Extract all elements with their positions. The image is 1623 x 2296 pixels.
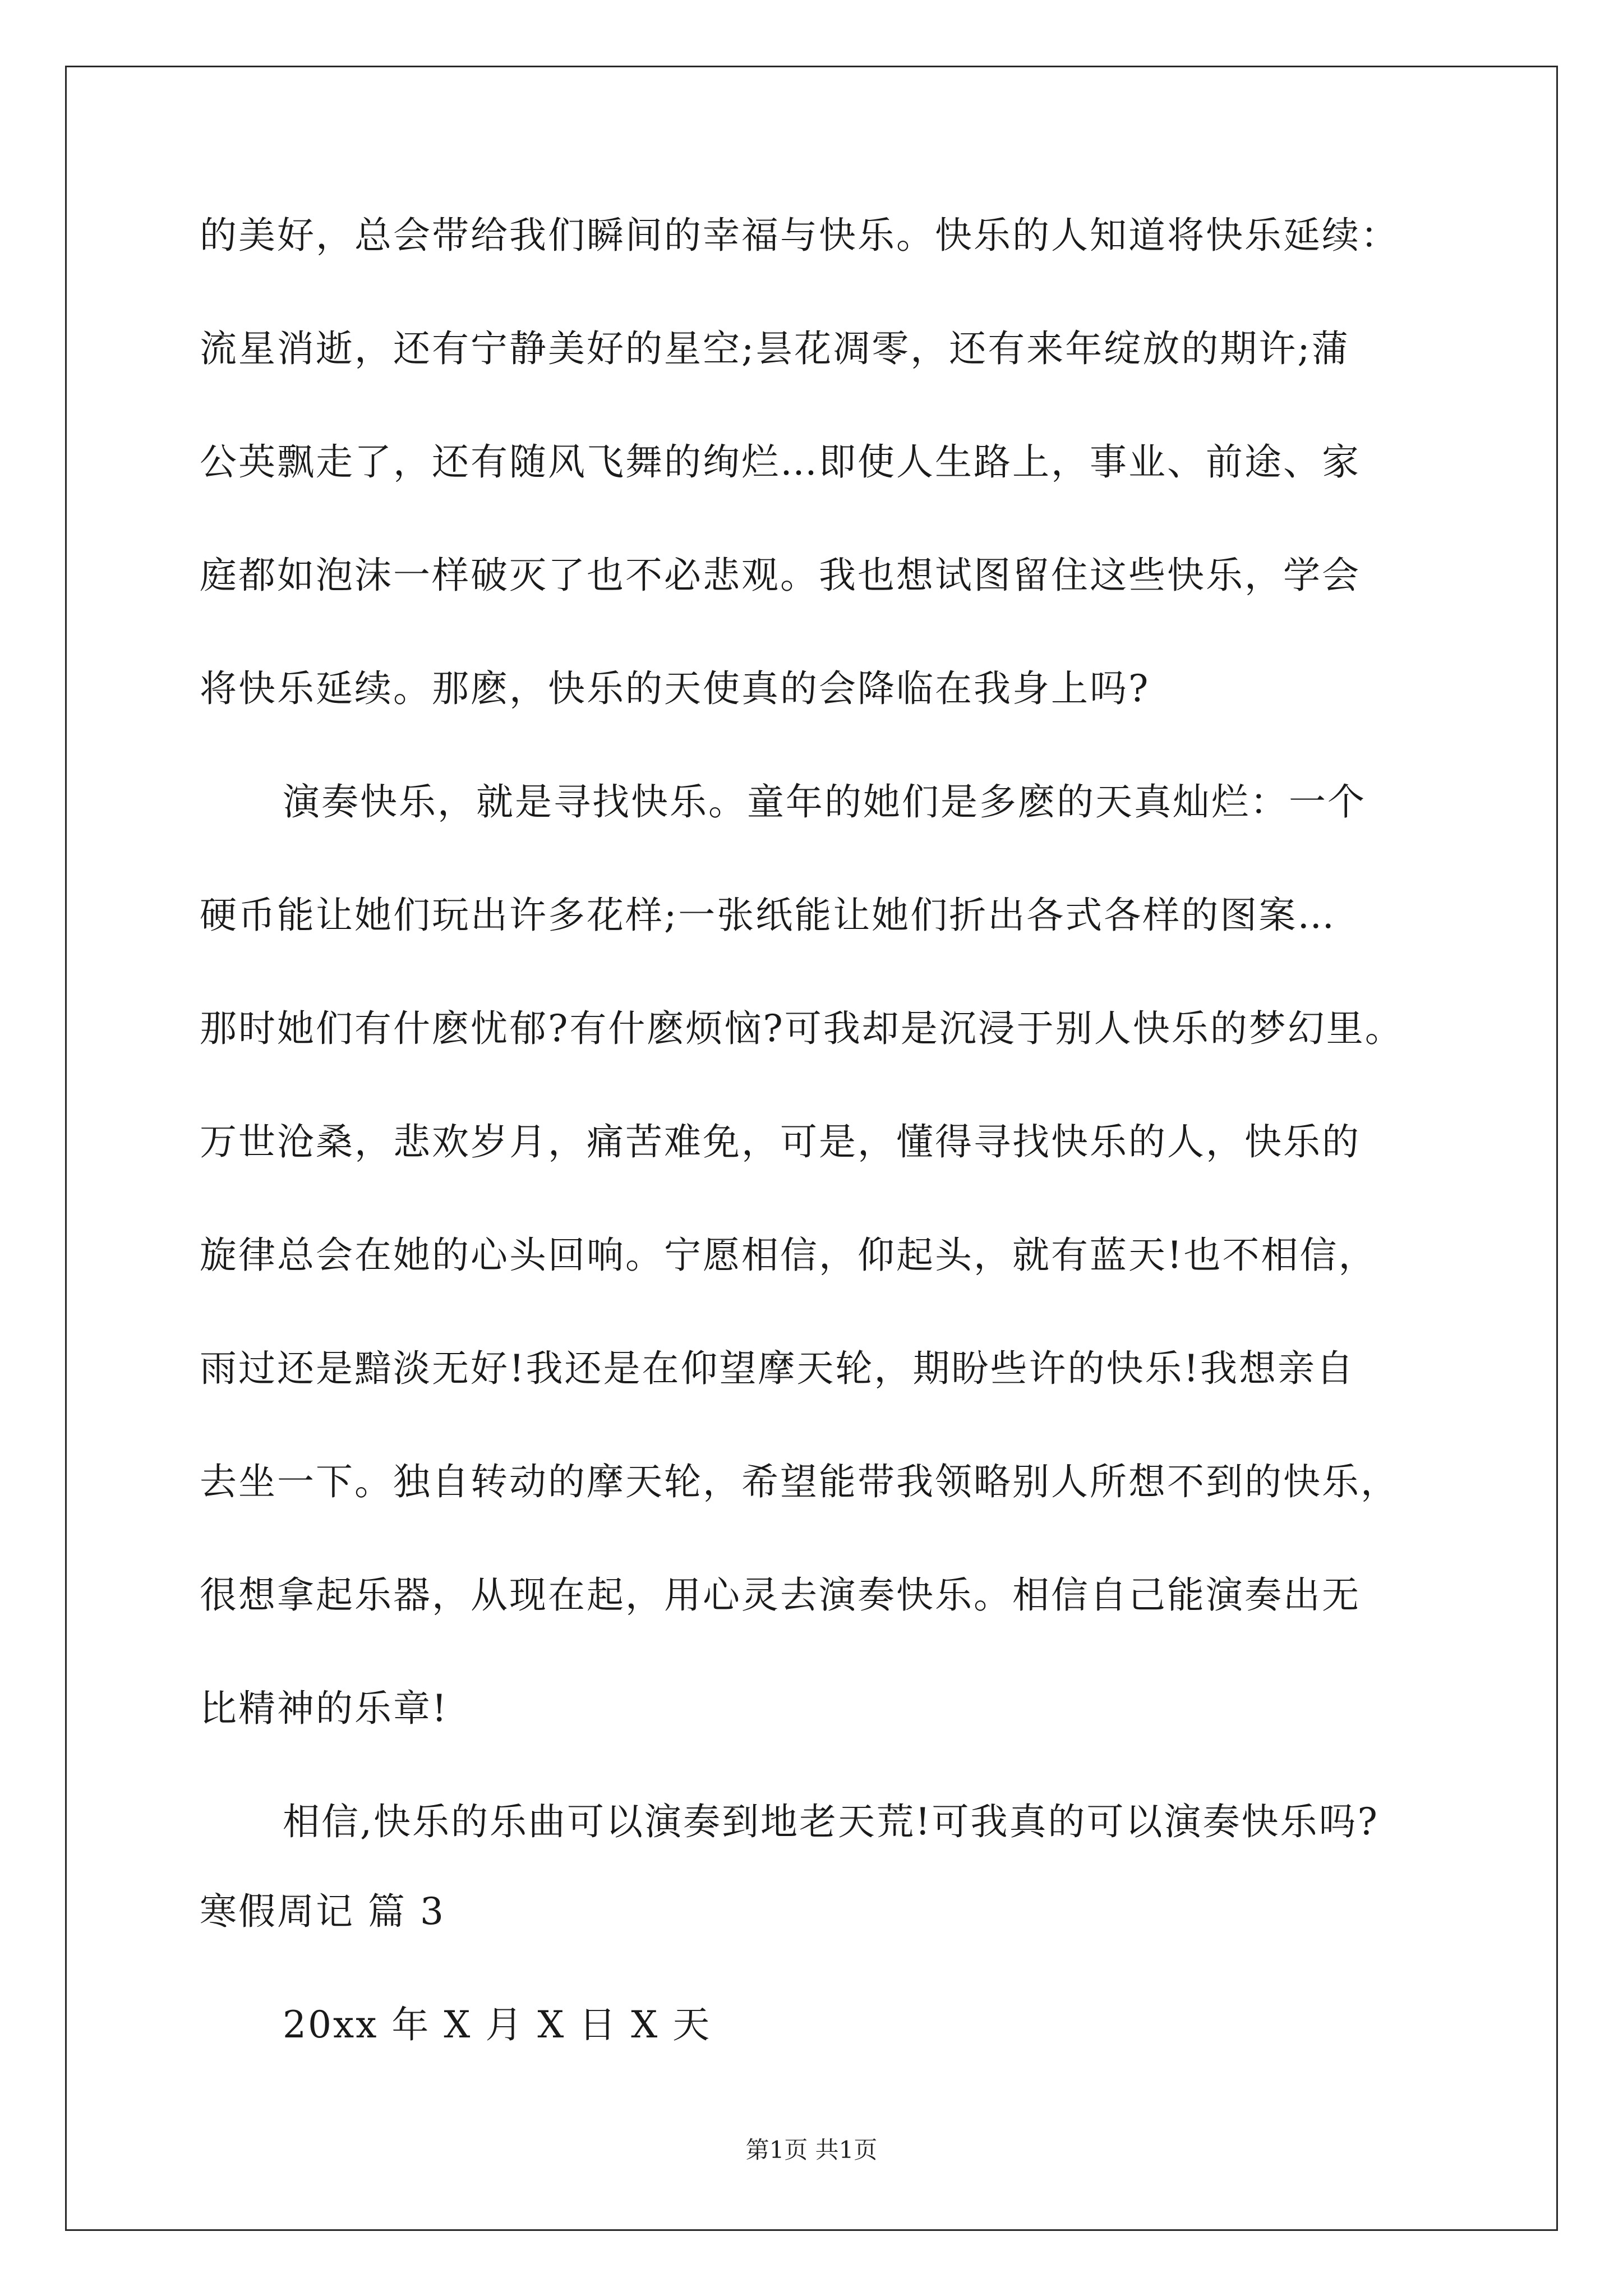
- text-line: 万世沧桑，悲欢岁月，痛苦难免，可是，懂得寻找快乐的人，快乐的: [200, 1120, 1361, 1163]
- date-line: 20xx 年 X 月 X 日 X 天: [283, 2003, 712, 2046]
- text-line: 硬币能让她们玩出许多花样;一张纸能让她们折出各式各样的图案…: [200, 894, 1336, 937]
- text-line: 去坐一下。独自转动的摩天轮，希望能带我领略别人所想不到的快乐，: [200, 1460, 1399, 1503]
- text-line: 的美好，总会带给我们瞬间的幸福与快乐。快乐的人知道将快乐延续：: [200, 214, 1399, 257]
- document-body: [200, 213, 1433, 2116]
- text-line: 旋律总会在她的心头回响。宁愿相信，仰起头，就有蓝天!也不相信，: [200, 1234, 1377, 1277]
- text-line: 将快乐延续。那麽，快乐的天使真的会降临在我身上吗?: [200, 667, 1150, 710]
- page-number-footer: 第1页 共1页: [745, 2136, 878, 2164]
- section-heading: 寒假周记 篇 3: [200, 1890, 445, 1933]
- text-line: 很想拿起乐器，从现在起，用心灵去演奏快乐。相信自己能演奏出无: [200, 1573, 1361, 1617]
- text-line: 流星消逝，还有宁静美好的星空;昙花凋零，还有来年绽放的期许;蒲: [200, 327, 1350, 370]
- text-line: 公英飘走了，还有随风飞舞的绚烂…即使人生路上，事业、前途、家: [200, 440, 1361, 484]
- text-line: 庭都如泡沫一样破灭了也不必悲观。我也想试图留住这些快乐，学会: [200, 554, 1361, 597]
- paragraph-start-line: 演奏快乐，就是寻找快乐。童年的她们是多麽的天真灿烂：一个: [283, 780, 1366, 823]
- paragraph-start-line: 相信,快乐的乐曲可以演奏到地老天荒!可我真的可以演奏快乐吗?: [283, 1800, 1379, 1843]
- text-line: 雨过还是黯淡无好!我还是在仰望摩天轮，期盼些许的快乐!我想亲自: [200, 1347, 1355, 1390]
- text-line: 那时她们有什麽忧郁?有什麽烦恼?可我却是沉浸于别人快乐的梦幻里。: [200, 1007, 1404, 1050]
- text-line: 比精神的乐章!: [200, 1687, 449, 1730]
